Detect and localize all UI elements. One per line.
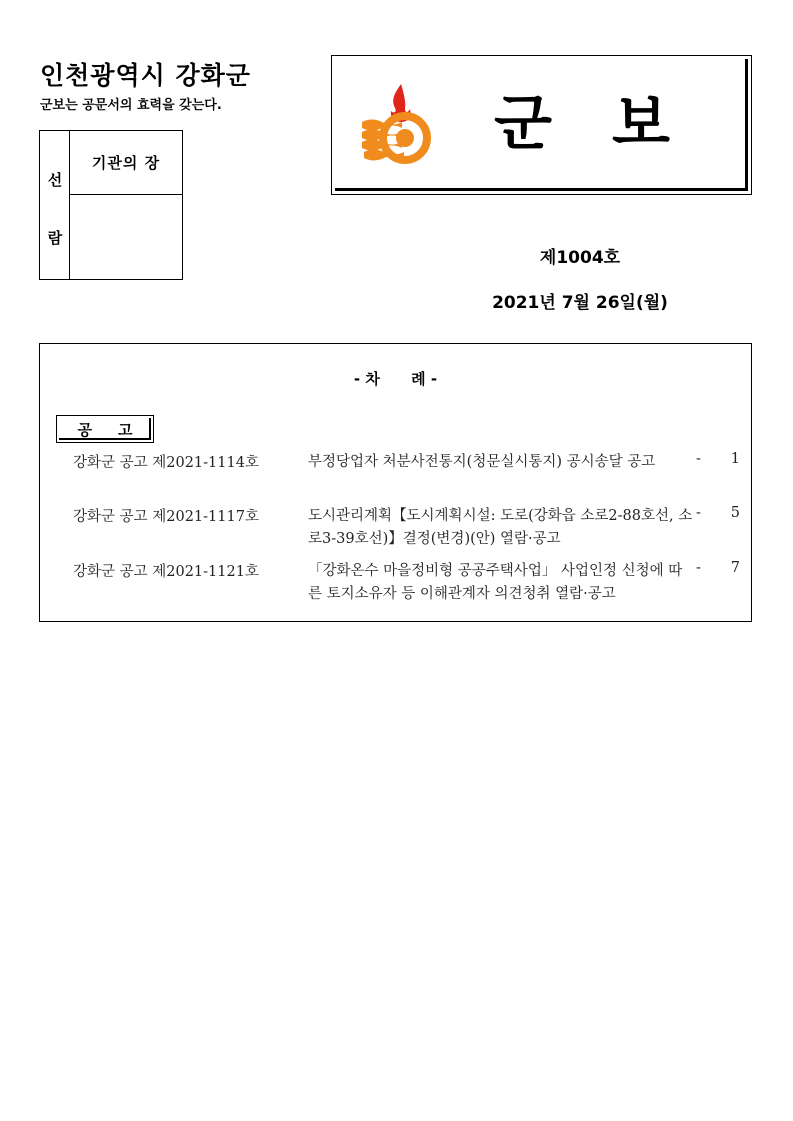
approval-label-top: 선	[47, 171, 63, 189]
masthead	[331, 55, 752, 195]
toc-item-page: 5	[730, 505, 740, 521]
gangwha-emblem-icon	[358, 78, 444, 164]
toc-item-notice-no: 강화군 공고 제2021-1114호	[73, 455, 259, 471]
toc-item-page: 1	[730, 451, 740, 467]
toc-item-title: 부정당업자 처분사전통지(청문실시통지) 공시송달 공고	[308, 454, 656, 470]
toc-item-title: 도시관리계획【도시계획시설: 도로(강화읍 소로2-88호선, 소로3-39호선)】결정(변경)(안) 열람·공고	[308, 508, 693, 547]
toc-item-dash: -	[696, 505, 701, 521]
table-of-contents	[39, 343, 752, 622]
approval-header-cell	[70, 131, 182, 195]
toc-item-page: 7	[730, 560, 740, 576]
approval-header: 기관의 장	[91, 154, 161, 172]
issue-date: 2021년 7월 26일(월)	[492, 293, 668, 313]
toc-title: - 차 례 -	[353, 370, 438, 388]
toc-item-notice-no: 강화군 공고 제2021-1117호	[73, 509, 259, 525]
issue-number: 제1004호	[539, 248, 621, 268]
section-label-box	[56, 415, 154, 443]
org-subtitle: 군보는 공문서의 효력을 갖는다.	[40, 98, 222, 113]
toc-item-dash: -	[696, 451, 701, 467]
approval-label-bottom: 람	[47, 229, 63, 247]
org-name: 인천광역시 강화군	[40, 61, 251, 90]
masthead-title: 군보	[494, 89, 730, 159]
approval-box	[39, 130, 183, 280]
toc-item-notice-no: 강화군 공고 제2021-1121호	[73, 564, 259, 580]
approval-left-column	[40, 131, 70, 279]
toc-item-title: 「강화온수 마을정비형 공공주택사업」 사업인정 신청에 따른 토지소유자 등 이해관계자 의견청취 열람·공고	[308, 563, 683, 602]
toc-item-dash: -	[696, 560, 701, 576]
section-label: 공 고	[77, 421, 133, 439]
